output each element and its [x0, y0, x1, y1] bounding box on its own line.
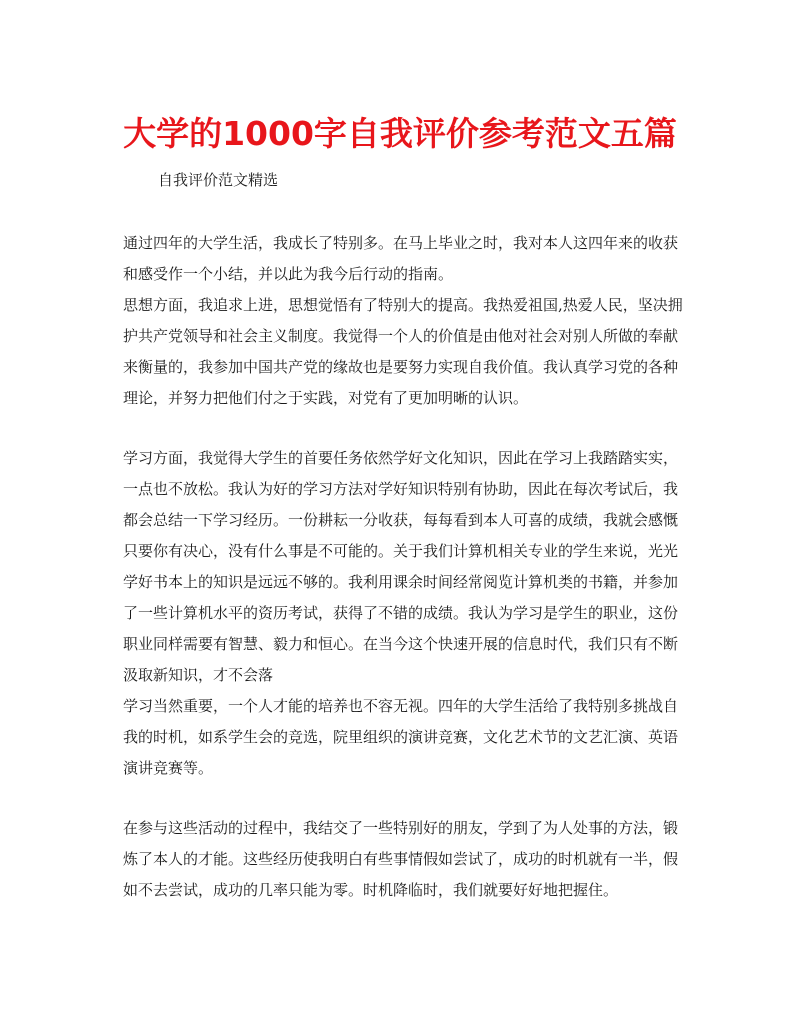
document-body: [123, 228, 683, 906]
paragraph-intro: 通过四年的大学生活，我成长了特别多。在马上毕业之时，我对本人这四年来的收获和感受作一个小结，并以此为我今后行动的指南。: [123, 234, 679, 283]
paragraph-ability: 学习当然重要，一个人才能的培养也不容无视。四年的大学生活给了我特别多挑战自我的时机，如系学生会的竞选，院里组织的演讲竞赛，文化艺术节的文艺汇演、英语演讲竞赛等。: [123, 697, 679, 777]
document-subtitle: 自我评价范文精选: [158, 171, 279, 189]
paragraph-activities: 在参与这些活动的过程中，我结交了一些特别好的朋友，学到了为人处事的方法，锻炼了本人的才能。这些经历使我明白有些事情假如尝试了，成功的时机就有一半，假如不去尝试，成功的几率只能为零。时机降临时，我们就要好好地把握住。: [123, 819, 679, 899]
document-title: 大学的1000字自我评价参考范文五篇: [123, 114, 677, 153]
paragraph-ideology: 思想方面，我追求上进，思想觉悟有了特别大的提高。我热爱祖国,热爱人民，坚决拥护共产党领导和社会主义制度。我觉得一个人的价值是由他对社会对别人所做的奉献来衡量的，我参加中国共产党的缘故也是要努力实现自我价值。我认真学习党的各种理论，并努力把他们付之于实践，对党有了更加明晰的认识。: [123, 296, 683, 407]
paragraph-study: 学习方面，我觉得大学生的首要任务依然学好文化知识，因此在学习上我踏踏实实，一点也不放松。我认为好的学习方法对学好知识特别有协助，因此在每次考试后，我都会总结一下学习经历。一份耕耘一分收获，每每看到本人可喜的成绩，我就会感慨只要你有决心，没有什么事是不可能的。关于我们计算机相关专业的学生来说，光光学好书本上的知识是远远不够的。我利用课余时间经常阅览计算机类的书籍，并参加了一些计算机水平的资历考试，获得了不错的成绩。我认为学习是学生的职业，这份职业同样需要有智慧、毅力和恒心。在当今这个快速开展的信息时代，我们只有不断汲取新知识，才不会落: [123, 449, 679, 684]
